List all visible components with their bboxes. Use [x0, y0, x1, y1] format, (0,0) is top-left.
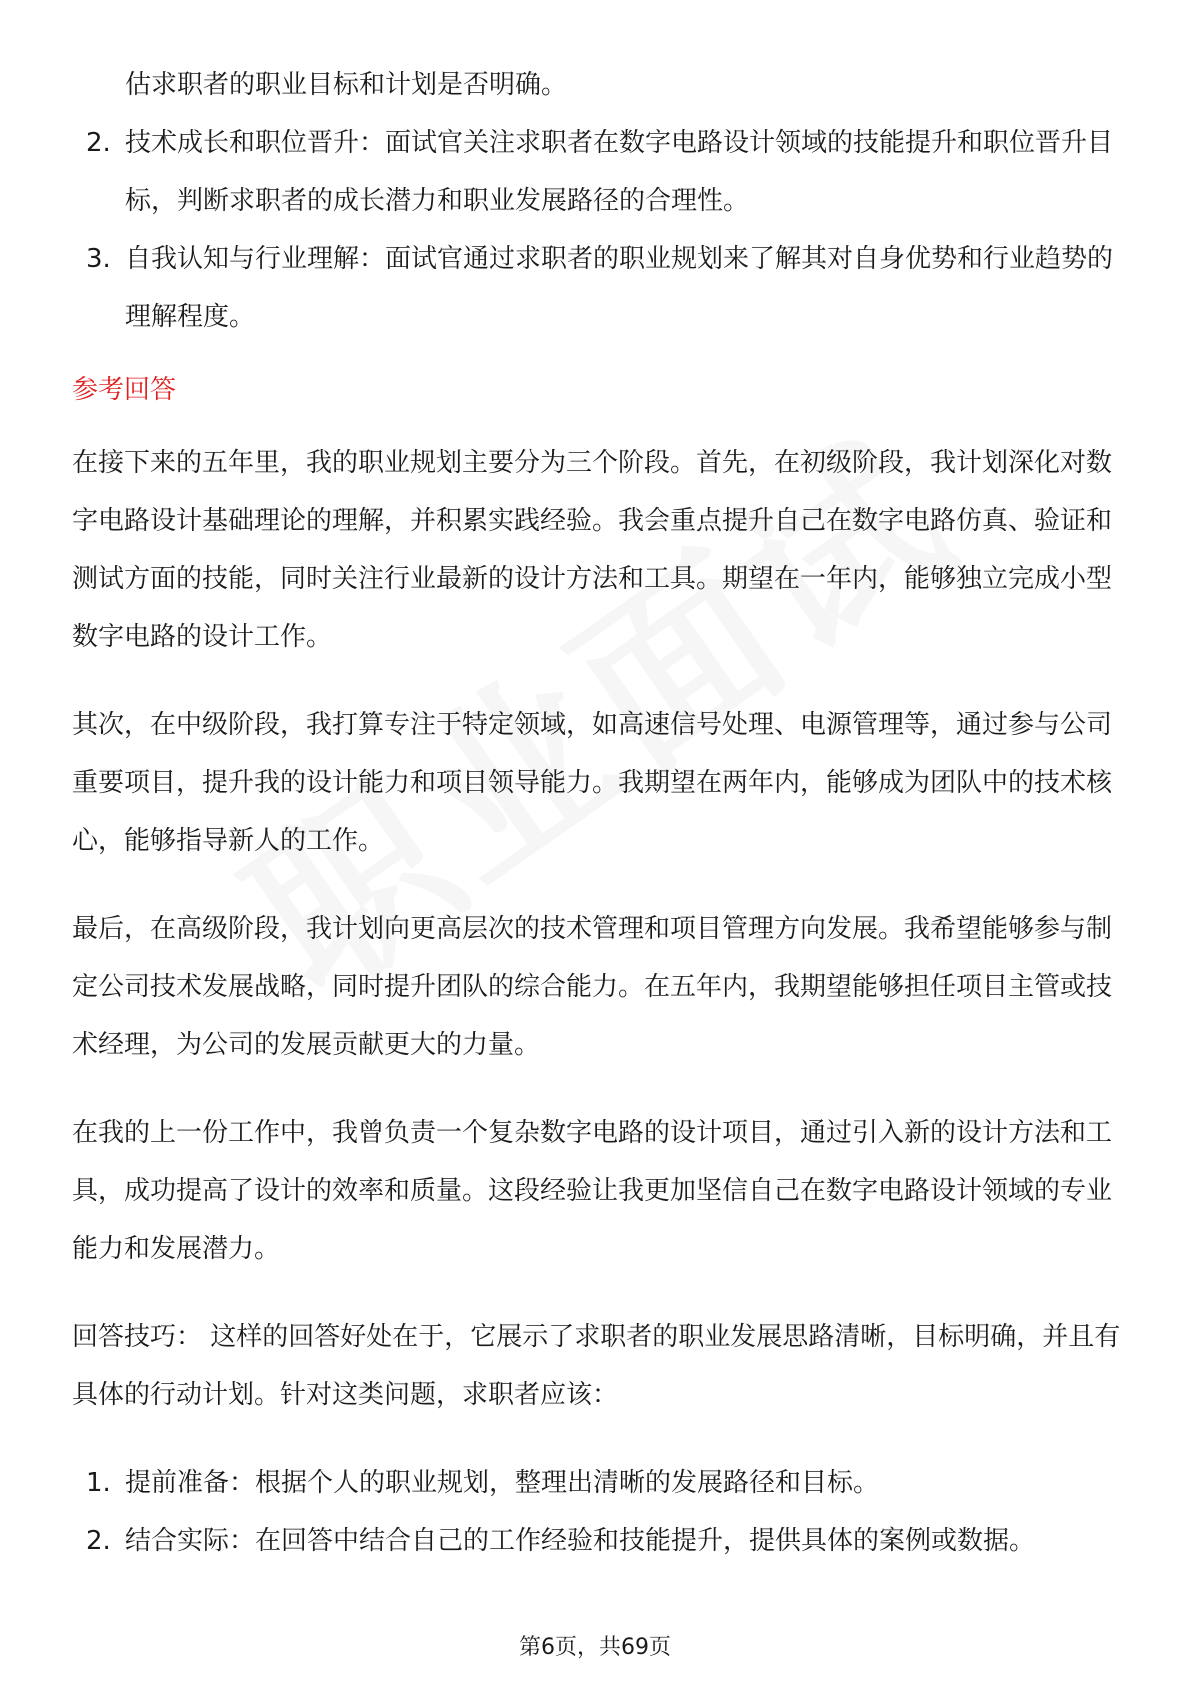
list-continuation-text: 估求职者的职业目标和计划是否明确。	[125, 70, 568, 100]
list-item-text: 提前准备：根据个人的职业规划，整理出清晰的发展路径和目标。	[125, 1468, 880, 1498]
list-item-text: 自我认知与行业理解：面试官通过求职者的职业规划来了解其对自身优势和行业趋势的理解程度。	[125, 244, 1114, 332]
answer-paragraph: 其次，在中级阶段，我打算专注于特定领域，如高速信号处理、电源管理等，通过参与公司重要项目，提升我的设计能力和项目领导能力。我期望在两年内，能够成为团队中的技术核心，能够指导新人的工作。	[72, 710, 1113, 856]
tip-paragraph: 回答技巧： 这样的回答好处在于，它展示了求职者的职业发展思路清晰，目标明确，并且有具体的行动计划。针对这类问题，求职者应该：	[72, 1322, 1121, 1410]
list-item	[72, 114, 1122, 230]
list-item	[72, 1512, 1122, 1570]
list-item	[72, 1454, 1122, 1512]
answer-paragraph: 在接下来的五年里，我的职业规划主要分为三个阶段。首先，在初级阶段，我计划深化对数字电路设计基础理论的理解，并积累实践经验。我会重点提升自己在数字电路仿真、验证和测试方面的技能，同时关注行业最新的设计方法和工具。期望在一年内，能够独立完成小型数字电路的设计工作。	[72, 448, 1113, 652]
list-item-number: 2.	[86, 128, 111, 158]
page-footer: 第6页，共69页	[519, 1635, 671, 1660]
section-heading: 参考回答	[72, 375, 177, 405]
list-item-text: 结合实际：在回答中结合自己的工作经验和技能提升，提供具体的案例或数据。	[125, 1526, 1036, 1556]
page-content	[72, 56, 1122, 1570]
tips-list	[72, 1454, 1122, 1570]
list-item-number: 2.	[86, 1526, 111, 1556]
answer-paragraph: 在我的上一份工作中，我曾负责一个复杂数字电路的设计项目，通过引入新的设计方法和工具，成功提高了设计的效率和质量。这段经验让我更加坚信自己在数字电路设计领域的专业能力和发展潜力。	[72, 1118, 1113, 1264]
list-item-number: 1.	[86, 1468, 111, 1498]
list-item-text: 技术成长和职位晋升：面试官关注求职者在数字电路设计领域的技能提升和职位晋升目标，判断求职者的成长潜力和职业发展路径的合理性。	[125, 128, 1114, 216]
list-item	[72, 230, 1122, 346]
answer-paragraph: 最后，在高级阶段，我计划向更高层次的技术管理和项目管理方向发展。我希望能够参与制定公司技术发展战略，同时提升团队的综合能力。在五年内，我期望能够担任项目主管或技术经理，为公司的发展贡献更大的力量。	[72, 914, 1113, 1060]
list-item-number: 3.	[86, 244, 111, 274]
evaluation-criteria-list	[72, 114, 1122, 346]
